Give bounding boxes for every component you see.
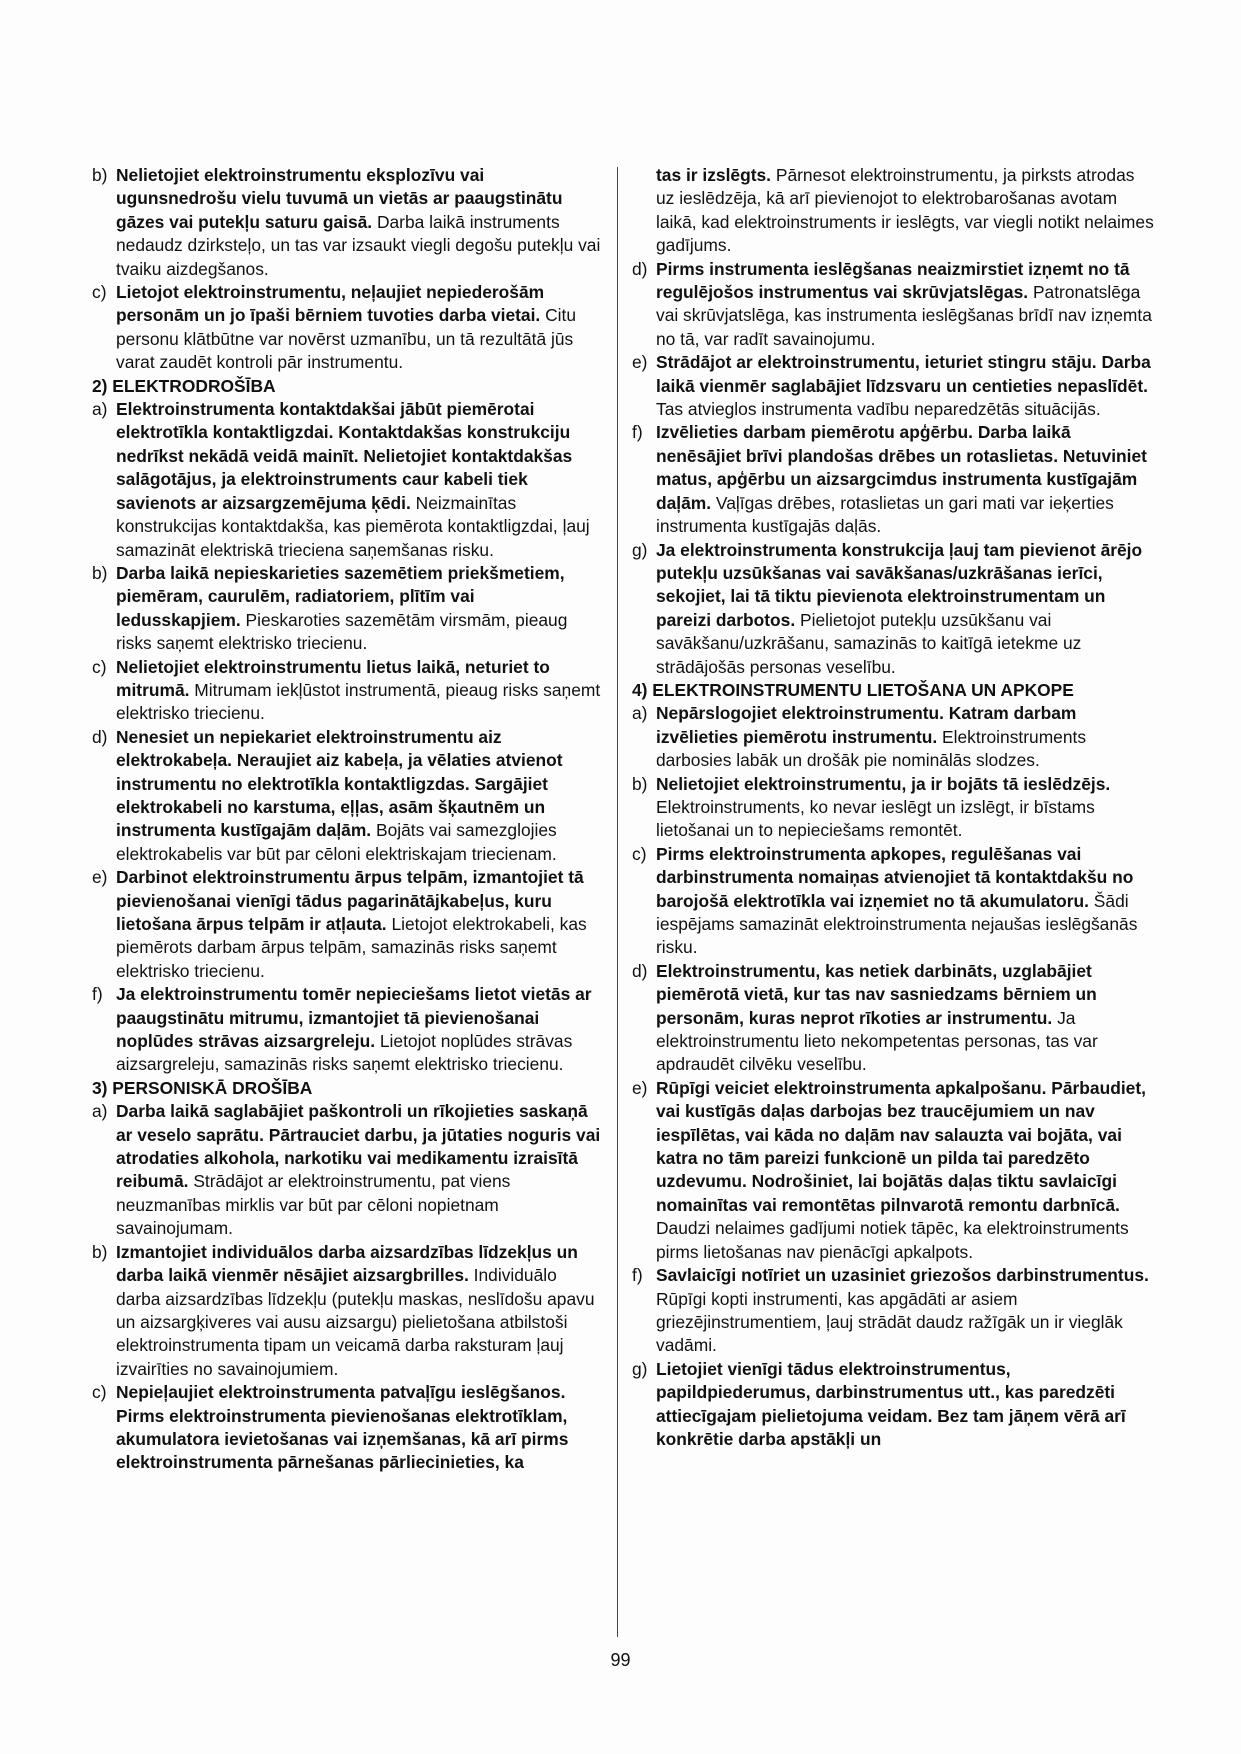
item-text: Pielietojot putekļu uzsūkšanu vai savākšanu/uzkrāšanu, samazinās to kaitīgā ietekme uz strādājošās personas veselību. [656, 609, 1082, 677]
item-text: Patronatslēga vai skrūvjatslēga, kas instrumenta ieslēgšanas brīdī nav izņemta no tā, var radīt savainojumu. [656, 282, 1152, 349]
item-label: c) [92, 656, 107, 677]
section-heading: 2) ELEKTRODROŠĪBA [92, 375, 276, 396]
item-label: a) [92, 1101, 108, 1122]
item-bold-text: Nenesiet un nepiekariet elektroinstrumentu aiz elektrokabeļa. Neraujiet aiz kabeļa, ja vēlaties atvienot instrumentu no elektrotīkla kontaktligzdas. Sargājiet elektrokabeli no karstuma, eļļas, asām šķautnēm un instrumenta kustīgajām daļām. [116, 726, 563, 841]
item-bold-text: Pirms elektroinstrumenta apkopes, regulēšanas vai darbinstrumenta nomaiņas atvienojiet tā kontaktdakšu no barojošā elektrotīkla vai izņemiet no tā akumulatoru. [656, 843, 1134, 911]
item-text: Elektroinstruments darbosies labāk un drošāk pie nominālās slodzes. [656, 726, 1087, 771]
item-text: Pārnesot elektroinstrumentu, ja pirksts atrodas uz ieslēdzēja, kā arī pievienojot to elektrobarošanas avotam laikā, kad elektroinstruments ir ieslēgts, var viegli notikt nelaimes gadījums. [656, 165, 1154, 256]
list-item [632, 1358, 1155, 1452]
section-heading: 4) ELEKTROINSTRUMENTU LIETOŠANA UN APKOPE [632, 679, 1074, 700]
item-label: d) [92, 726, 108, 747]
item-text: Pieskaroties sazemētām virsmām, pieaug risks saņemt elektrisko triecienu. [116, 609, 568, 654]
item-bold-text: Lietojot elektroinstrumentu, neļaujiet nepiederošām personām un jo īpaši bērniem tuvoties darba vietai. [116, 282, 545, 326]
list-item [632, 960, 1155, 1077]
item-label: c) [92, 282, 107, 303]
list-item [632, 702, 1155, 772]
item-bold-text: Lietojiet vienīgi tādus elektroinstrumentus, papildpiederumus, darbinstrumentus utt., kas paredzēti attiecīgajam pielietojuma veidam. Bez tam jāņem vērā arī konkrētie darba apstākļi un [656, 1358, 1126, 1449]
item-label: b) [92, 165, 108, 185]
item-bold-text: Nelietojiet elektroinstrumentu lietus laikā, neturiet to mitrumā. [116, 656, 550, 700]
list-item [632, 1264, 1155, 1358]
item-bold-text: Elektroinstrumentu, kas netiek darbināts, uzglabājiet piemērotā vietā, kur tas nav sasniedzams bērniem un personām, kuras neprot rīkoties ar instrumentu. [656, 960, 1097, 1028]
list-item [632, 258, 1155, 352]
item-label: b) [92, 1241, 108, 1262]
item-text: Daudzi nelaimes gadījumi notiek tāpēc, ka elektroinstruments pirms lietošanas nav pienācīgi apkalpots. [656, 1218, 1129, 1262]
item-label: d) [632, 960, 648, 981]
item-label: f) [632, 422, 643, 443]
item-label: e) [632, 352, 648, 373]
item-text: Bojāts vai samezglojies elektrokabelis var būt par cēloni elektriskajam triecienam. [116, 820, 557, 864]
item-text: Darba laikā instruments nedaudz dzirksteļo, un tas var izsaukt viegli degošu putekļu vai tvaiku aizdegšanos. [116, 211, 601, 279]
item-label: b) [92, 562, 108, 583]
item-label: e) [632, 1077, 648, 1098]
item-text: Mitrumam iekļūstot instrumentā, pieaug risks saņemt elektrisko triecienu. [116, 679, 601, 724]
list-item [632, 843, 1155, 960]
item-label: e) [92, 867, 108, 888]
list-item [92, 866, 602, 983]
item-bold-text: Nelietojiet elektroinstrumentu eksplozīvu vai ugunsnedrošu vielu tuvumā un vietās ar paaugstinātu gāzes vai putekļu saturu gaisā. [116, 165, 563, 232]
item-bold-text: Ja elektroinstrumenta konstrukcija ļauj tam pievienot ārējo putekļu uzsūkšanas vai savākšanas/uzkrāšanas ierīci, sekojiet, lai tā tiktu pievienota elektroinstrumentam un pareizi darbotos. [656, 539, 1143, 630]
right-column [632, 164, 1155, 1451]
item-bold-text: Darba laikā saglabājiet paškontroli un rīkojieties saskaņā ar veselo saprātu. Pārtrauciet darbu, ja jūtaties noguris vai atrodaties alkohola, narkotiku vai medikamentu izraisītā reibumā. [116, 1101, 601, 1192]
left-column [92, 164, 602, 1475]
item-label: g) [632, 1358, 648, 1379]
item-bold-text: Darbinot elektroinstrumentu ārpus telpām, izmantojiet tā pievienošanai vienīgi tādus pagarinātājkabeļus, kuru lietošana ārpus telpām ir atļauta. [116, 867, 584, 934]
item-bold-text: Savlaicīgi notīriet un uzasiniet griezošos darbinstrumentus. [656, 1265, 1149, 1286]
list-item [632, 1077, 1155, 1264]
list-item [92, 562, 602, 656]
list-item [92, 164, 602, 281]
list-item [632, 351, 1155, 421]
item-label: c) [632, 843, 647, 864]
item-bold-text: Elektroinstrumenta kontaktdakšai jābūt piemērotai elektrotīkla kontaktligzdai. Kontaktdakšas konstrukciju nedrīkst nekādā veidā mainīt. Nelietojiet kontaktdakšas salāgotājus, ja elektroinstruments caur kabeli tiek savienots ar aizsargzemējuma ķēdi. [116, 399, 573, 513]
list-item [92, 1241, 602, 1381]
item-text: Šādi iespējams samazināt elektroinstrumenta nejaušas ieslēgšanās risku. [656, 890, 1138, 958]
list-item [92, 656, 602, 726]
item-label: f) [632, 1265, 643, 1286]
item-bold-text: Ja elektroinstrumentu tomēr nepieciešams lietot vietās ar paaugstinātu mitrumu, izmantojiet tā pievienošanai noplūdes strāvas aizsargreleju. [116, 984, 592, 1052]
list-item [92, 1381, 602, 1475]
item-label: f) [92, 984, 103, 1005]
item-bold-text: Rūpīgi veiciet elektroinstrumenta apkalpošanu. Pārbaudiet, vai kustīgās daļas darbojas bez traucējumiem un nav iespīlētas, vai kāda no daļām nav salauzta vai bojāta, vai katra no tām pareizi funkcionē un pilda tai paredzēto uzdevumu. Nodrošiniet, lai bojātās daļas tiktu savlaicīgi nomainītas vai remontētas pilnvarotā remontu darbnīcā. [656, 1077, 1146, 1215]
list-item [632, 421, 1155, 538]
item-bold-text: Nepieļaujiet elektroinstrumenta patvaļīgu ieslēgšanos. Pirms elektroinstrumenta pievienošanas elektrotīklam, akumulatora ievietošanas vai izņemšanas, kā arī pirms elektroinstrumenta pārnešanas pārliecinieties, ka [116, 1382, 569, 1473]
item-text: Neizmainītas konstrukcijas kontaktdakša, kas piemērota kontaktligzdai, ļauj samazināt elektriskā trieciena saņemšanas risku. [116, 492, 590, 560]
item-text: Lietojot noplūdes strāvas aizsargreleju, samazinās risks saņemt elektrisko triecienu. [116, 1031, 573, 1075]
list-item [92, 726, 602, 866]
item-bold-text: Nelietojiet elektroinstrumentu, ja ir bojāts tā ieslēdzējs. [656, 773, 1111, 794]
page-number: 99 [610, 1650, 631, 1670]
list-item [92, 281, 602, 375]
item-label: a) [632, 703, 648, 724]
list-item [632, 164, 1155, 258]
item-text: Individuālo darba aizsardzības līdzekļu (putekļu maskas, neslīdošu apavu un aizsargķiveres vai ausu aizsargu) pielietošana atbilstoši elektroinstrumenta tipam un veicamā darba raksturam ļauj izvairīties no savainojumiem. [116, 1265, 595, 1379]
list-item [632, 773, 1155, 843]
item-bold-text: Izmantojiet individuālos darba aizsardzības līdzekļus un darba laikā vienmēr nēsājiet aizsargbrilles. [116, 1241, 578, 1286]
list-item [632, 539, 1155, 679]
item-label: b) [632, 773, 648, 794]
list-item [92, 983, 602, 1077]
item-text: Rūpīgi kopti instrumenti, kas apgādāti ar asiem griezējinstrumentiem, ļauj strādāt daudz ražīgāk un ir vieglāk vadāmi. [656, 1288, 1123, 1356]
column-divider [617, 167, 618, 1637]
item-text: Ja elektroinstrumentu lieto nekompetentas personas, tas var apdraudēt cilvēku veselību. [656, 1007, 1098, 1075]
item-text: Tas atvieglos instrumenta vadību neparedzētās situācijās. [656, 399, 1101, 420]
item-label: g) [632, 539, 648, 560]
item-bold-text: Nepārslogojiet elektroinstrumentu. Katram darbam izvēlieties piemērotu instrumentu. [656, 703, 1077, 747]
item-text: Strādājot ar elektroinstrumentu, pat viens neuzmanības mirklis var būt par cēloni nopietnam savainojumam. [116, 1171, 511, 1239]
item-text: Citu personu klātbūtne var novērst uzmanību, un tā rezultātā jūs varat zaudēt kontroli pār instrumentu. [116, 305, 577, 373]
item-bold-text: Izvēlieties darbam piemērotu apģērbu. Darba laikā nenēsājiet brīvi plandošas drēbes un rotaslietas. Netuviniet matus, apģērbu un aizsargcimdus instrumenta kustīgajām daļām. [656, 422, 1147, 513]
section-heading: 3) PERSONISKĀ DROŠĪBA [92, 1077, 313, 1098]
list-item [92, 1100, 602, 1240]
item-text: Vaļīgas drēbes, rotaslietas un gari mati var ieķerties instrumenta kustīgajās daļās. [656, 492, 1114, 537]
item-bold-text: tas ir izslēgts. [656, 165, 772, 185]
item-text: Elektroinstruments, ko nevar ieslēgt un izslēgt, ir bīstams lietošanai un to nepieciešams remontēt. [656, 796, 1095, 841]
item-text: Lietojot elektrokabeli, kas piemērots darbam ārpus telpām, samazinās risks saņemt elektrisko triecienu. [116, 914, 587, 981]
item-bold-text: Strādājot ar elektroinstrumentu, ieturiet stingru stāju. Darba laikā vienmēr saglabājiet līdzsvaru un centieties nepaslīdēt. [656, 352, 1151, 396]
item-bold-text: Darba laikā nepieskarieties sazemētiem priekšmetiem, piemēram, caurulēm, radiatoriem, plītīm vai ledusskapjiem. [116, 562, 565, 630]
item-label: a) [92, 399, 108, 420]
item-label: d) [632, 258, 648, 279]
item-label: c) [92, 1382, 107, 1403]
item-bold-text: Pirms instrumenta ieslēgšanas neaizmirstiet izņemt no tā regulējošos instrumentus vai skrūvjatslēgas. [656, 258, 1130, 303]
list-item [92, 398, 602, 562]
